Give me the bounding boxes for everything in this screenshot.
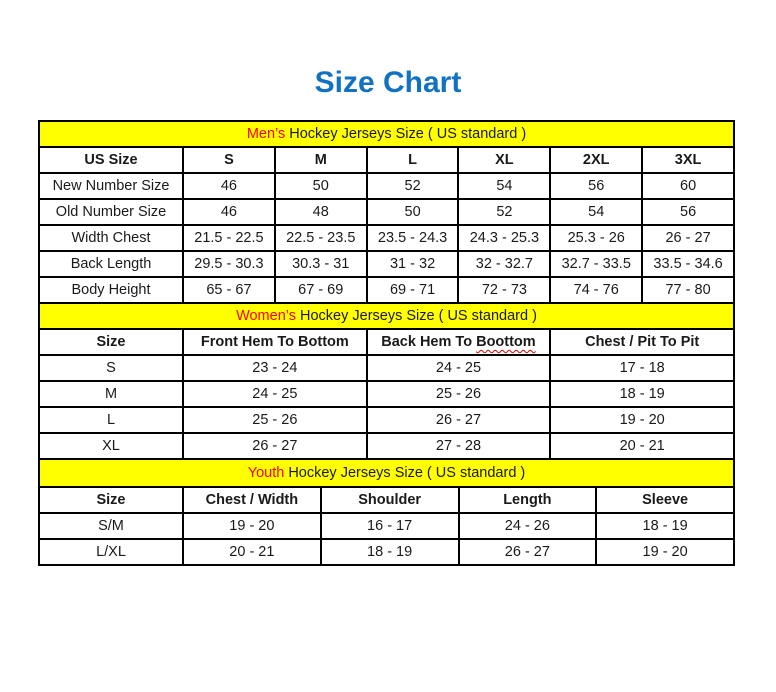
column-header: Shoulder [321, 487, 459, 513]
row-label: S/M [39, 513, 183, 539]
column-header: 2XL [550, 147, 642, 173]
row-label: Body Height [39, 277, 183, 303]
mens-header-row [39, 147, 734, 173]
column-header: Size [39, 487, 183, 513]
size-cell: 32 - 32.7 [458, 251, 550, 277]
size-cell: 50 [367, 199, 459, 225]
size-cell: 24 - 26 [459, 513, 597, 539]
size-cell: 26 - 27 [367, 407, 551, 433]
size-cell: 52 [458, 199, 550, 225]
size-chart [38, 120, 735, 566]
table-row [39, 173, 734, 199]
size-cell: 18 - 19 [596, 513, 734, 539]
size-cell: 46 [183, 173, 275, 199]
size-cell: 20 - 21 [550, 433, 734, 459]
size-cell: 77 - 80 [642, 277, 734, 303]
column-header: 3XL [642, 147, 734, 173]
size-cell: 74 - 76 [550, 277, 642, 303]
table-row [39, 539, 734, 565]
size-cell: 21.5 - 22.5 [183, 225, 275, 251]
column-header: Chest / Width [183, 487, 321, 513]
size-cell: 48 [275, 199, 367, 225]
size-cell: 29.5 - 30.3 [183, 251, 275, 277]
size-cell: 18 - 19 [321, 539, 459, 565]
youth-size-table [38, 458, 735, 566]
row-label: S [39, 355, 183, 381]
womens-size-table [38, 302, 735, 460]
column-header-text: Back Hem To [381, 334, 473, 350]
womens-band-highlight: Women’s [236, 308, 296, 324]
youth-band-highlight: Youth [247, 465, 285, 481]
size-cell: 19 - 20 [550, 407, 734, 433]
table-row [39, 355, 734, 381]
column-header: Sleeve [596, 487, 734, 513]
row-label: Old Number Size [39, 199, 183, 225]
size-cell: 17 - 18 [550, 355, 734, 381]
column-header [367, 329, 551, 355]
table-row [39, 251, 734, 277]
column-header: Size [39, 329, 183, 355]
row-label: Back Length [39, 251, 183, 277]
table-row [39, 513, 734, 539]
size-cell: 52 [367, 173, 459, 199]
size-cell: 22.5 - 23.5 [275, 225, 367, 251]
size-cell: 18 - 19 [550, 381, 734, 407]
size-cell: 25 - 26 [183, 407, 367, 433]
size-cell: 32.7 - 33.5 [550, 251, 642, 277]
column-header: L [367, 147, 459, 173]
size-cell: 60 [642, 173, 734, 199]
size-cell: 54 [550, 199, 642, 225]
row-label: M [39, 381, 183, 407]
mens-band-text: Hockey Jerseys Size ( US standard ) [289, 126, 527, 142]
size-cell: 23.5 - 24.3 [367, 225, 459, 251]
womens-band-text: Hockey Jerseys Size ( US standard ) [300, 308, 537, 324]
column-header: S [183, 147, 275, 173]
size-cell: 19 - 20 [596, 539, 734, 565]
column-header: Front Hem To Bottom [183, 329, 367, 355]
table-row [39, 407, 734, 433]
column-header: Chest / Pit To Pit [550, 329, 734, 355]
table-row [39, 433, 734, 459]
youth-band-row [39, 459, 734, 487]
size-cell: 20 - 21 [183, 539, 321, 565]
column-header: US Size [39, 147, 183, 173]
womens-band [39, 303, 734, 329]
size-cell: 30.3 - 31 [275, 251, 367, 277]
column-header: XL [458, 147, 550, 173]
size-cell: 56 [550, 173, 642, 199]
misspelled-word: Boottom [476, 334, 536, 350]
size-cell: 24.3 - 25.3 [458, 225, 550, 251]
mens-band-row [39, 121, 734, 147]
table-row [39, 277, 734, 303]
size-cell: 24 - 25 [367, 355, 551, 381]
size-cell: 26 - 27 [642, 225, 734, 251]
row-label: XL [39, 433, 183, 459]
table-row [39, 199, 734, 225]
row-label: L [39, 407, 183, 433]
row-label: Width Chest [39, 225, 183, 251]
size-cell: 26 - 27 [183, 433, 367, 459]
size-cell: 46 [183, 199, 275, 225]
size-cell: 72 - 73 [458, 277, 550, 303]
size-cell: 19 - 20 [183, 513, 321, 539]
size-cell: 56 [642, 199, 734, 225]
mens-size-table [38, 120, 735, 304]
youth-band-text: Hockey Jerseys Size ( US standard ) [288, 465, 526, 481]
size-cell: 25 - 26 [367, 381, 551, 407]
mens-band [39, 121, 734, 147]
size-cell: 33.5 - 34.6 [642, 251, 734, 277]
row-label: New Number Size [39, 173, 183, 199]
youth-header-row [39, 487, 734, 513]
size-cell: 50 [275, 173, 367, 199]
size-cell: 26 - 27 [459, 539, 597, 565]
size-cell: 69 - 71 [367, 277, 459, 303]
size-cell: 54 [458, 173, 550, 199]
size-cell: 24 - 25 [183, 381, 367, 407]
size-cell: 27 - 28 [367, 433, 551, 459]
youth-band [39, 459, 734, 487]
size-cell: 65 - 67 [183, 277, 275, 303]
row-label: L/XL [39, 539, 183, 565]
mens-band-highlight: Men’s [246, 126, 286, 142]
womens-band-row [39, 303, 734, 329]
column-header: M [275, 147, 367, 173]
size-cell: 31 - 32 [367, 251, 459, 277]
table-row [39, 225, 734, 251]
size-cell: 16 - 17 [321, 513, 459, 539]
column-header: Length [459, 487, 597, 513]
womens-header-row [39, 329, 734, 355]
size-cell: 23 - 24 [183, 355, 367, 381]
size-cell: 67 - 69 [275, 277, 367, 303]
size-cell: 25.3 - 26 [550, 225, 642, 251]
table-row [39, 381, 734, 407]
page-title: Size Chart [314, 66, 462, 99]
